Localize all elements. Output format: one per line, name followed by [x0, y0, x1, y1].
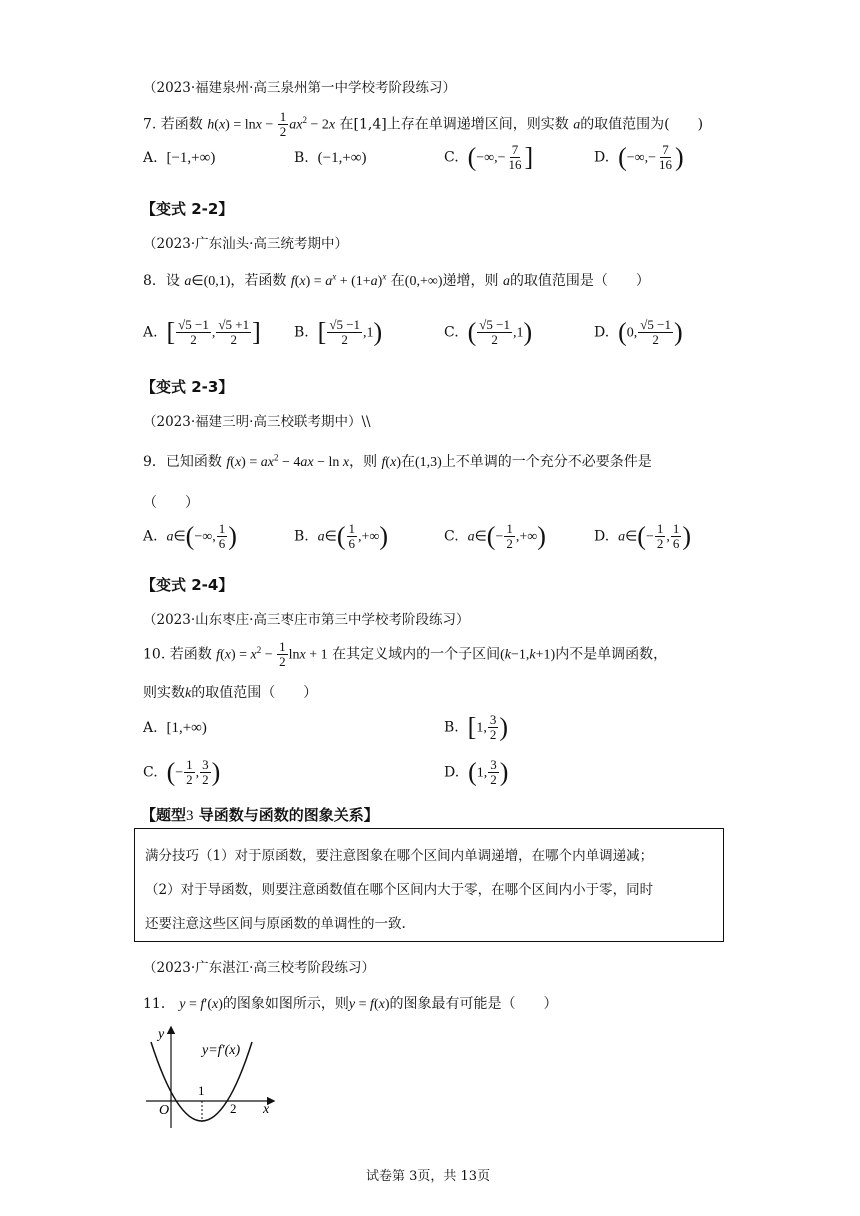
tick-label-1: 1	[198, 1083, 205, 1098]
q8-option-a[interactable]: A. [ $\frac{√5 -1}{2}$ , $\frac{√5 +1}{2}$ ]	[143, 317, 261, 347]
variant-2-4-heading: 【变式 2-4】	[141, 576, 234, 594]
y-axis-label: y	[158, 1027, 165, 1042]
q10-option-c[interactable]: C. (− $\frac{1}{2}$ , $\frac{3}{2}$ )	[143, 757, 221, 787]
q7-source: （2023·福建泉州·高三泉州第一中学校考阶段练习）	[143, 80, 456, 96]
q7-option-d[interactable]: D. (−∞,− $\frac{7}{16}$ )	[594, 142, 684, 172]
type-3-heading: 【题型3 导函数与函数的图象关系】	[141, 806, 379, 824]
q10-stem-line2: 则实数k的取值范围（ ）	[143, 685, 318, 701]
tip-line-3: 还要注意这些区间与原函数的单调性的一致.	[145, 916, 406, 932]
q10-option-a[interactable]: A. [1,+∞)	[143, 720, 207, 736]
q11-stem: 11． y = f′(x)的图象如图所示，则y = f(x)的图象最有可能是（ ）	[143, 996, 558, 1012]
q7-stem: 7. 若函数 h(x) = lnx − $\frac{1}{2}$ $ax^2 - 2x$ 在[1,4]上存在单调递增区间，则实数 a的取值范围为( )	[143, 109, 704, 139]
q8-source: （2023·广东汕头·高三统考期中）	[143, 236, 348, 252]
q9-option-d[interactable]: D. a∈(− $\frac{1}{2}$ , $\frac{1}{6}$ )	[594, 521, 692, 551]
q9-option-a[interactable]: A. a∈(−∞, $\frac{1}{6}$ )	[143, 521, 237, 551]
curve-label: y=f′(x)	[202, 1043, 241, 1058]
q9-option-b[interactable]: B. a∈( $\frac{1}{6}$ ,+∞)	[294, 521, 389, 551]
variant-2-3-heading: 【变式 2-3】	[141, 378, 234, 396]
q11-source: （2023·广东湛江·高三校考阶段练习）	[143, 960, 375, 976]
q10-option-d[interactable]: D. (1, $\frac{3}{2}$ )	[444, 757, 509, 787]
q7-option-a[interactable]: A. [−1,+∞)	[143, 150, 216, 166]
q7-option-b[interactable]: B. (−1,+∞)	[294, 150, 367, 166]
q10-stem: 10. 若函数 $f(x) = x^2$ − $\frac{1}{2}$ lnx + 1 在其定义域内的一个子区间(k−1,k+1)内不是单调函数，	[143, 639, 668, 669]
variant-2-2-heading: 【变式 2-2】	[141, 200, 234, 218]
q7-option-c[interactable]: C. (−∞,− $\frac{7}{16}$ ]	[444, 142, 534, 172]
q10-source: （2023·山东枣庄·高三枣庄市第三中学校考阶段练习）	[143, 612, 470, 628]
origin-label: O	[159, 1103, 170, 1118]
q10-option-b[interactable]: B. [1, $\frac{3}{2}$ )	[444, 712, 508, 742]
q9-stem: 9．已知函数 $f(x) = ax^2 - 4ax - \ln x$，则 f(x)在(1,3)上不单调的一个充分不必要条件是	[143, 452, 652, 470]
q8-option-b[interactable]: B. [ $\frac{√5 -1}{2}$ ,1)	[294, 317, 383, 347]
q9-option-c[interactable]: C. a∈(− $\frac{1}{2}$ ,+∞)	[444, 521, 546, 551]
tip-line-1: 满分技巧（1）对于原函数，要注意图象在哪个区间内单调递增，在哪个内单调递减；	[145, 848, 654, 864]
q8-option-c[interactable]: C. ( $\frac{√5 -1}{2}$ ,1)	[444, 317, 533, 347]
derivative-graph	[140, 1022, 280, 1132]
q9-source: （2023·福建三明·高三校联考期中）\\	[143, 414, 371, 430]
tips-box	[134, 828, 724, 942]
tip-line-2: （2）对于导函数，则要注意函数值在哪个区间内大于零，在哪个区间内小于零，同时	[145, 882, 654, 898]
tick-label-2: 2	[230, 1101, 237, 1116]
q8-stem: 8．设 a∈(0,1)，若函数 $f(x) = a^x + (1+a)^x$ 在(0,+∞)递增，则 a的取值范围是（ ）	[143, 271, 650, 289]
q8-option-d[interactable]: D. (0, $\frac{√5 -1}{2}$ )	[594, 317, 683, 347]
x-axis-label: x	[263, 1102, 270, 1117]
page-footer: 试卷第 3页，共 13页	[366, 1169, 491, 1184]
q9-answer-paren: （ ）	[143, 495, 199, 511]
